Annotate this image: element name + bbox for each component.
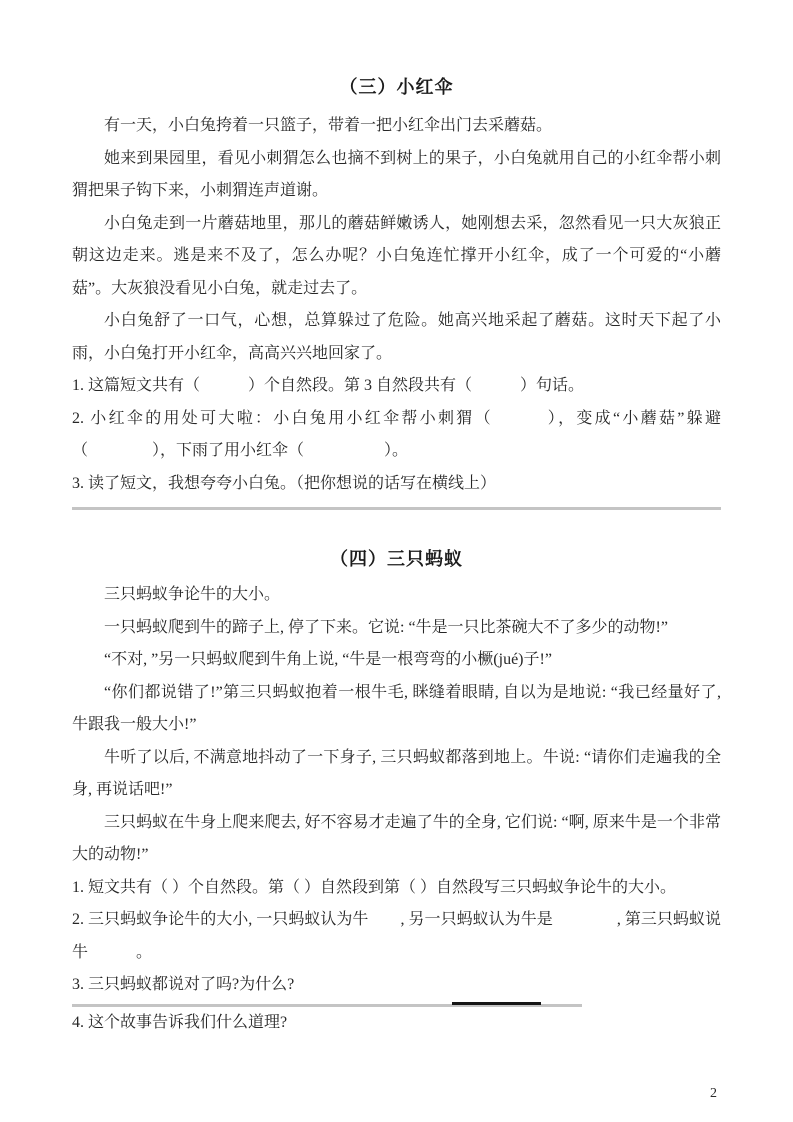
story-paragraph: 牛听了以后, 不满意地抖动了一下身子, 三只蚂蚁都落到地上。牛说: “请你们走遍我的全身, 再说话吧!” (72, 748, 721, 798)
answer-divider (72, 1004, 582, 1007)
question-line: 3. 三只蚂蚁都说对了吗?为什么? (72, 976, 295, 993)
story-paragraph: 有一天，小白兔挎着一只篮子，带着一把小红伞出门去采蘑菇。 (104, 117, 553, 134)
question-line: 3. 读了短文，我想夸夸小白兔。（把你想说的话写在横线上） (72, 474, 497, 492)
story-paragraph: 三只蚂蚁在牛身上爬来爬去, 好不容易才走遍了牛的全身, 它们说: “啊, 原来牛是一个非常大的动物!” (72, 813, 721, 863)
section-title: （三）小红伞 (339, 77, 454, 97)
section-title: （四）三只蚂蚁 (330, 549, 463, 569)
section-divider (72, 507, 721, 510)
question-line: 4. 这个故事告诉我们什么道理? (72, 1013, 288, 1031)
section-little-red-umbrella (72, 74, 721, 500)
question-line: 2. 小红伞的用处可大啦：小白兔用小红伞帮小刺猬（ ），变成“小蘑菇”躲避（ ），下雨了用小红伞（ ）。 (72, 409, 721, 459)
section-three-ants (72, 546, 721, 1002)
question-line: 1. 短文共有（ ）个自然段。第（ ）自然段到第（ ）自然段写三只蚂蚁争论牛的大小。 (72, 878, 677, 896)
story-paragraph: 小白兔舒了一口气，心想，总算躲过了危险。她高兴地采起了蘑菇。这时天下起了小雨，小白兔打开小红伞，高高兴兴地回家了。 (72, 312, 721, 362)
question-line: 2. 三只蚂蚁争论牛的大小, 一只蚂蚁认为牛 , 另一只蚂蚁认为牛是 , 第三只蚂蚁说牛 。 (72, 911, 721, 961)
story-paragraph: 她来到果园里，看见小刺猬怎么也摘不到树上的果子，小白兔就用自己的小红伞帮小刺猬把果子钩下来，小刺猬连声道谢。 (72, 149, 721, 199)
question-line: 1. 这篇短文共有（ ）个自然段。第 3 自然段共有（ ）句话。 (72, 377, 585, 394)
page-number: 2 (710, 1086, 717, 1101)
story-paragraph: “你们都说错了!”第三只蚂蚁抱着一根牛毛, 眯缝着眼睛, 自以为是地说: “我已经量好了, 牛跟我一般大小!” (72, 683, 721, 733)
answer-underline (452, 1002, 541, 1005)
story-paragraph: “不对, ”另一只蚂蚁爬到牛角上说, “牛是一根弯弯的小橛(jué)子!” (104, 651, 552, 668)
story-paragraph: 三只蚂蚁争论牛的大小。 (104, 586, 281, 603)
story-paragraph: 小白兔走到一片蘑菇地里，那儿的蘑菇鲜嫩诱人，她刚想去采，忽然看见一只大灰狼正朝这边走来。逃是来不及了，怎么办呢？小白兔连忙撑开小红伞，成了一个可爱的“小蘑菇”。大灰狼没看见小白兔，就走过去了。 (72, 214, 721, 297)
story-paragraph: 一只蚂蚁爬到牛的蹄子上, 停了下来。它说: “牛是一只比茶碗大不了多少的动物!” (104, 618, 668, 636)
